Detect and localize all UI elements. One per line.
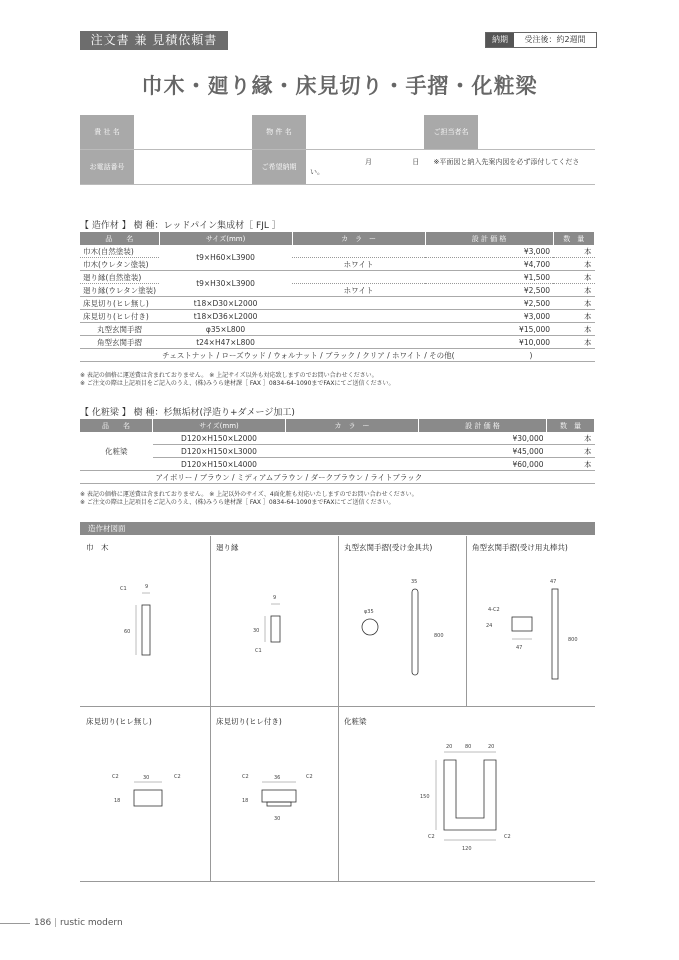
item-unit[interactable]: 本	[547, 432, 595, 445]
dim-label: 20	[488, 744, 495, 750]
lead-time-label: 納期	[486, 33, 514, 47]
item-size: D120×H150×L2000	[153, 432, 286, 445]
item-name: 床見切り(ヒレ付き)	[80, 310, 159, 323]
zousaku-table	[80, 232, 595, 362]
table-row	[80, 336, 595, 349]
item-price: ¥4,700	[425, 258, 553, 271]
day-label: 日	[412, 158, 420, 166]
dim-label: 24	[486, 623, 493, 629]
item-price: ¥1,500	[425, 271, 553, 284]
col-name: 品 名	[80, 232, 159, 245]
item-color	[292, 310, 425, 323]
item-size: t18×D36×L2000	[159, 310, 292, 323]
item-price: ¥2,500	[425, 284, 553, 297]
dim-label: 30	[143, 775, 150, 781]
col-color: カ ラ ー	[286, 419, 419, 432]
project-field[interactable]	[306, 115, 424, 150]
square-rail-drawing	[480, 575, 580, 685]
notes-zousaku	[80, 372, 395, 388]
col-price: 設 計 価 格	[419, 419, 547, 432]
drawing-label-square-rail: 角型玄関手摺(受け用丸棒共)	[472, 543, 568, 552]
grid-divider	[466, 536, 467, 706]
series-name: rustic modern	[59, 918, 123, 928]
dim-label: C2	[504, 834, 511, 840]
col-size: サイズ(mm)	[159, 232, 292, 245]
table-row	[80, 432, 595, 445]
item-color	[292, 271, 425, 284]
item-price: ¥15,000	[425, 323, 553, 336]
col-size: サイズ(mm)	[153, 419, 286, 432]
dim-label: 47	[550, 579, 557, 585]
note-line: ※ ご注文の際は上記項目をご記入のうえ、(株)みうら建材課［ FAX ］0834-64-1090までFAXにてご送信ください。	[80, 380, 395, 387]
page-title: 巾木・廻り縁・床見切り・手摺・化粧梁	[141, 74, 538, 98]
item-name: 床見切り(ヒレ無し)	[80, 297, 159, 310]
table-row	[80, 245, 595, 258]
phone-field[interactable]	[134, 150, 252, 185]
item-color	[292, 323, 425, 336]
table-row	[80, 323, 595, 336]
dim-label: φ35	[364, 609, 374, 615]
mawari-drawing	[245, 590, 305, 660]
item-price: ¥3,000	[425, 245, 553, 258]
drawings-heading: 造作材図面	[80, 522, 595, 535]
notes-beam	[80, 491, 418, 507]
item-price: ¥2,500	[425, 297, 553, 310]
project-label: 物 件 名	[252, 115, 306, 150]
dim-label: 60	[124, 629, 131, 635]
dim-label: 47	[516, 645, 523, 651]
item-unit[interactable]: 本	[553, 323, 594, 336]
item-price: ¥30,000	[419, 432, 547, 445]
drawing-label-mikiri1: 床見切り(ヒレ無し)	[86, 717, 152, 726]
dim-label: 36	[274, 775, 281, 781]
item-size: φ35×L800	[159, 323, 292, 336]
grid-divider	[210, 536, 211, 881]
dim-label: 18	[242, 798, 249, 804]
table-row	[80, 284, 595, 297]
col-qty: 数 量	[547, 419, 595, 432]
dim-label: 30	[253, 628, 260, 634]
item-color	[292, 336, 425, 349]
dim-label: 20	[446, 744, 453, 750]
item-size: t18×D30×L2000	[159, 297, 292, 310]
beam-drawing	[400, 740, 520, 855]
grid-divider	[80, 881, 595, 882]
drawing-label-round-rail: 丸型玄関手摺(受け金具共)	[344, 543, 433, 552]
beam-table	[80, 419, 595, 484]
col-qty: 数 量	[553, 232, 594, 245]
habaki-drawing	[110, 575, 170, 665]
dim-label: 35	[411, 579, 418, 585]
dim-label: 80	[465, 744, 472, 750]
dim-label: 9	[273, 595, 277, 601]
item-size: t9×H30×L3900	[159, 271, 292, 297]
note-line: ※ ご注文の際は上記項目をご記入のうえ、(株)みうら建材課［ FAX ］0834-64-1090までFAXにてご送信ください。	[80, 499, 395, 506]
color-label: カ ラ ー	[80, 349, 159, 362]
table-row	[80, 271, 595, 284]
month-label: 月	[365, 158, 372, 166]
dim-label: C2	[242, 774, 249, 780]
dim-label: 4-C2	[488, 607, 500, 613]
footer-rule	[0, 923, 30, 924]
dim-label: C1	[120, 586, 127, 592]
delivery-label: ご希望納期	[252, 150, 306, 185]
table-row	[80, 445, 595, 458]
dim-label: C2	[428, 834, 435, 840]
item-color: ホワイト	[292, 284, 425, 297]
dim-label: 150	[420, 794, 430, 800]
item-color	[286, 445, 419, 458]
item-unit[interactable]: 本	[553, 336, 594, 349]
color-label: カ ラ ー	[80, 471, 153, 484]
delivery-field[interactable]	[306, 150, 595, 185]
lead-time-value: 受注後：約2週間	[524, 35, 586, 44]
table-row	[80, 258, 595, 271]
col-name: 品 名	[80, 419, 153, 432]
mikiri2-drawing	[240, 770, 320, 825]
item-color	[286, 458, 419, 471]
footer: 186 | rustic modern	[34, 918, 123, 928]
drawing-label-beam: 化粧梁	[344, 717, 367, 726]
round-rail-drawing	[350, 575, 450, 685]
item-unit[interactable]: 本	[553, 310, 594, 323]
lead-time-box	[485, 32, 597, 48]
grid-divider	[80, 706, 595, 707]
item-price: ¥10,000	[425, 336, 553, 349]
item-name: 廻り縁(ウレタン塗装)	[80, 284, 159, 297]
color-options[interactable]: チェストナット / ローズウッド / ウォルナット / ブラック / クリア / ホワイト / その他( )	[159, 349, 594, 362]
dim-label: 800	[568, 637, 578, 643]
note-line: ※ 表記の価格に運送費は含まれておりません。 ※ 上記サイズ以外も対応致しますのでお問い合わせください。	[80, 372, 378, 379]
item-color: ホワイト	[292, 258, 425, 271]
table-row	[80, 458, 595, 471]
item-size: D120×H150×L4000	[153, 458, 286, 471]
drawing-label-mikiri2: 床見切り(ヒレ付き)	[216, 717, 282, 726]
item-color	[292, 245, 425, 258]
page-number: 186	[34, 918, 52, 928]
item-unit[interactable]: 本	[553, 271, 594, 284]
drawing-label-habaki: 巾 木	[86, 543, 109, 552]
item-price: ¥45,000	[419, 445, 547, 458]
contact-label: ご担当者名	[424, 115, 478, 150]
item-unit[interactable]: 本	[547, 445, 595, 458]
item-size: D120×H150×L3000	[153, 445, 286, 458]
item-color	[292, 297, 425, 310]
mikiri1-drawing	[110, 770, 190, 815]
table-row	[80, 297, 595, 310]
company-label: 貴 社 名	[80, 115, 134, 150]
dim-label: 30	[274, 816, 281, 822]
delivery-note: ※平面図と納入先案内図を必ず添付してください。	[310, 158, 580, 176]
dim-label: C2	[306, 774, 313, 780]
table-row	[80, 310, 595, 323]
item-name: 巾木(自然塗装)	[80, 245, 159, 258]
order-form	[80, 115, 595, 185]
item-size: t9×H60×L3900	[159, 245, 292, 271]
dim-label: 18	[114, 798, 121, 804]
item-unit[interactable]: 本	[553, 284, 594, 297]
company-field[interactable]	[134, 115, 252, 150]
dim-label: 800	[434, 633, 444, 639]
dim-label: C1	[255, 648, 262, 654]
item-unit[interactable]: 本	[553, 297, 594, 310]
item-unit[interactable]: 本	[553, 258, 594, 271]
dim-label: C2	[174, 774, 181, 780]
item-size: t24×H47×L800	[159, 336, 292, 349]
color-options[interactable]: アイボリー / ブラウン / ミディアムブラウン / ダークブラウン / ライトブラック	[153, 471, 595, 484]
item-color	[286, 432, 419, 445]
col-price: 設 計 価 格	[425, 232, 553, 245]
grid-divider	[338, 536, 339, 881]
col-color: カ ラ ー	[292, 232, 425, 245]
item-price: ¥60,000	[419, 458, 547, 471]
item-unit[interactable]: 本	[547, 458, 595, 471]
dim-label: C2	[112, 774, 119, 780]
section-title-zousaku: 【 造作材 】 樹 種：レッドパイン集成材［ FJL ］	[80, 221, 281, 231]
item-name: 角型玄関手摺	[80, 336, 159, 349]
contact-field[interactable]	[478, 115, 595, 150]
item-price: ¥3,000	[425, 310, 553, 323]
item-name: 巾木(ウレタン塗装)	[80, 258, 159, 271]
item-name: 丸型玄関手摺	[80, 323, 159, 336]
dim-label: 9	[145, 584, 149, 590]
note-line: ※ 表記の価格に運送費は含まれておりません。 ※ 上記以外のサイズ、4面化粧も対応いたしますのでお問い合わせください。	[80, 491, 418, 498]
item-name: 化粧梁	[80, 432, 153, 471]
document-type-tag: 注文書 兼 見積依頼書	[80, 31, 228, 50]
item-unit[interactable]: 本	[553, 245, 594, 258]
section-title-beam: 【 化粧梁 】 樹 種：杉無垢材(浮造り+ダメージ加工)	[80, 408, 295, 418]
item-name: 廻り縁(自然塗装)	[80, 271, 159, 284]
drawing-label-mawari: 廻り縁	[216, 543, 239, 552]
dim-label: 120	[462, 846, 472, 852]
phone-label: お電話番号	[80, 150, 134, 185]
